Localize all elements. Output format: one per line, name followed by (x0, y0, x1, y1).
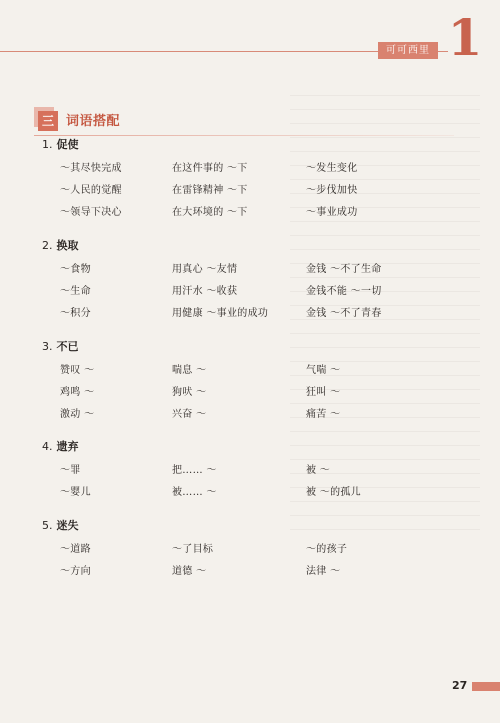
collocation-item: 狂叫 ～ (306, 387, 341, 398)
collocation-item: 法律 ～ (306, 566, 341, 577)
collocation-item: ～罪 (60, 465, 81, 476)
collocation-item: ～积分 (60, 308, 91, 319)
collocation-item: 金钱 ～不了青春 (306, 308, 382, 319)
collocation-group-huanqu (42, 238, 382, 326)
collocation-item: 用汗水 ～收获 (172, 286, 238, 297)
collocation-item: 在大环境的 ～下 (172, 207, 248, 218)
collocation-item: 赞叹 ～ (60, 365, 95, 376)
collocation-item: ～道路 (60, 544, 91, 555)
collocation-row (60, 562, 341, 584)
collocation-item: 狗吠 ～ (172, 387, 207, 398)
collocation-item: ～事业成功 (306, 207, 358, 218)
collocation-row (60, 304, 382, 326)
collocation-row (60, 282, 382, 304)
collocation-item: 兴奋 ～ (172, 409, 207, 420)
section-divider (34, 135, 454, 136)
group-heading: 4. 遗弃 (42, 440, 79, 453)
collocation-item: ～步伐加快 (306, 185, 358, 196)
collocation-item: ～食物 (60, 264, 91, 275)
collocation-item: ～发生变化 (306, 163, 358, 174)
collocation-item: ～了目标 (172, 544, 214, 555)
collocation-row (60, 203, 358, 225)
collocation-row (60, 361, 341, 383)
collocation-item: ～人民的觉醒 (60, 185, 122, 196)
collocation-item: 被 ～的孤儿 (306, 487, 361, 498)
collocation-item: ～其尽快完成 (60, 163, 122, 174)
collocation-item: ～生命 (60, 286, 91, 297)
collocation-group-yiqi (42, 439, 361, 505)
collocation-row (60, 483, 361, 505)
collocation-item: 喘息 ～ (172, 365, 207, 376)
collocation-item: 用健康 ～事业的成功 (172, 308, 269, 319)
collocation-row (60, 383, 341, 405)
section-number: 三 (41, 114, 54, 128)
collocation-row (60, 159, 358, 181)
collocation-row (60, 540, 348, 562)
collocation-item: 用真心 ～友情 (172, 264, 238, 275)
collocation-group-cushi (42, 137, 358, 225)
page-number: 27 (452, 679, 468, 692)
collocation-item: 被 ～ (306, 465, 331, 476)
collocation-item: 金钱 ～不了生命 (306, 264, 382, 275)
collocation-row (60, 405, 341, 427)
collocation-item: 痛苦 ～ (306, 409, 341, 420)
chapter-title-tab: 可可西里 (378, 42, 438, 59)
collocation-item: ～的孩子 (306, 544, 348, 555)
collocation-row (60, 461, 331, 483)
collocation-group-buyi (42, 339, 341, 427)
collocation-row (60, 260, 382, 282)
collocation-item: 被…… ～ (172, 487, 217, 498)
group-heading: 3. 不已 (42, 340, 79, 353)
collocation-item: ～婴儿 (60, 487, 91, 498)
page-number-bar (472, 682, 500, 691)
collocation-item: ～方向 (60, 566, 91, 577)
collocation-item: 在雷锋精神 ～下 (172, 185, 248, 196)
section-title: 词语搭配 (66, 114, 121, 129)
group-heading: 5. 迷失 (42, 519, 79, 532)
collocation-item: 鸡鸣 ～ (60, 387, 95, 398)
collocation-item: 把…… ～ (172, 465, 217, 476)
collocation-item: ～领导下决心 (60, 207, 122, 218)
collocation-item: 道德 ～ (172, 566, 207, 577)
collocation-item: 金钱不能 ～一切 (306, 286, 382, 297)
chapter-number-mark: 1 (447, 8, 483, 67)
group-heading: 2. 换取 (42, 239, 79, 252)
collocation-item: 气喘 ～ (306, 365, 341, 376)
collocation-row (60, 181, 358, 203)
group-heading: 1. 促使 (42, 138, 79, 151)
section-number-badge (34, 107, 58, 131)
collocation-group-mishi (42, 518, 348, 584)
collocation-item: 激动 ～ (60, 409, 95, 420)
collocation-item: 在这件事的 ～下 (172, 163, 248, 174)
